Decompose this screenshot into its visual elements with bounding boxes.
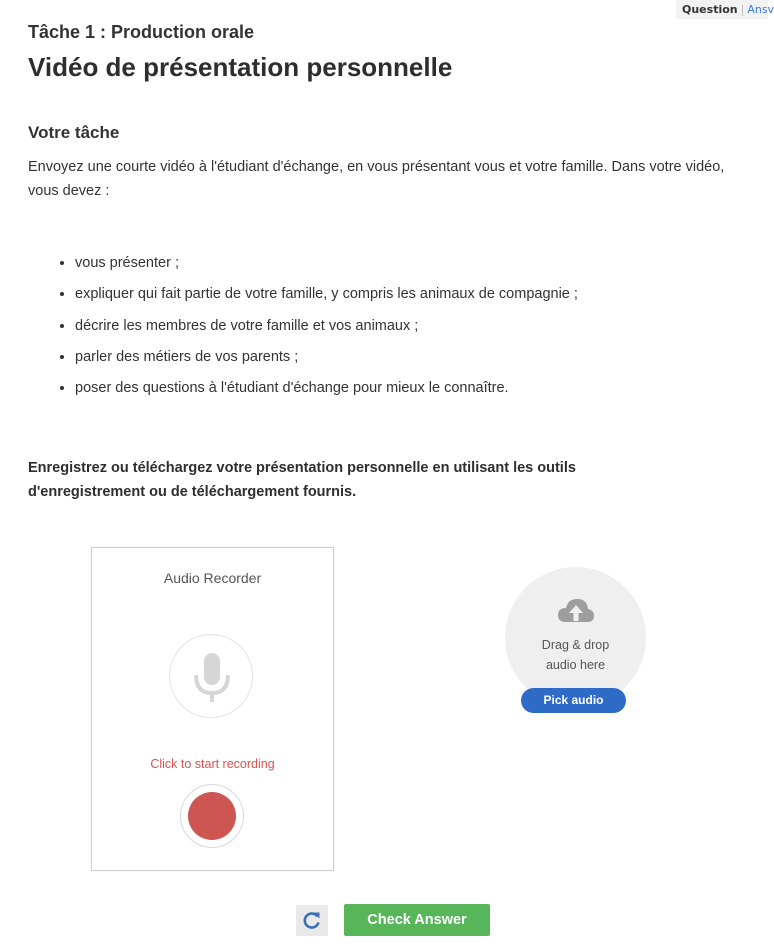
list-item: • expliquer qui fait partie de votre famille, y compris les animaux de compagnie ; — [75, 284, 578, 315]
task-label: Tâche 1 : Production orale — [28, 22, 255, 42]
task-intro: Envoyez une courte vidéo à l'étudiant d'échange, en vous présentant vous et votre famille. Dans votre vidéo, vous devez : — [28, 159, 725, 199]
check-answer-button[interactable]: Check Answer — [344, 904, 490, 936]
reset-button[interactable] — [296, 905, 328, 936]
record-dot-icon — [188, 792, 236, 840]
dropzone-line-1: Drag & drop — [541, 638, 610, 652]
list-item: • vous présenter ; — [75, 253, 578, 284]
refresh-icon — [303, 911, 321, 930]
pick-audio-button[interactable]: Pick audio — [521, 688, 626, 713]
list-item: • parler des métiers de vos parents ; — [75, 347, 578, 378]
list-item: • décrire les membres de votre famille et vos animaux ; — [75, 316, 578, 347]
dropzone-line-2: audio here — [545, 658, 606, 672]
tab-separator: | — [740, 3, 745, 16]
cloud-upload-icon — [556, 596, 596, 626]
audio-dropzone[interactable] — [505, 567, 646, 708]
recording-status: Click to start recording — [150, 757, 275, 771]
dropzone-text — [505, 635, 646, 675]
task-bullet-list — [60, 253, 578, 409]
task-heading: Votre tâche — [28, 123, 120, 142]
record-button[interactable] — [180, 784, 244, 848]
list-item: • poser des questions à l'étudiant d'échange pour mieux le connaître. — [75, 378, 578, 409]
tab-question[interactable]: Question — [682, 3, 738, 16]
page-title: Vidéo de présentation personnelle — [28, 52, 453, 82]
tab-answer[interactable]: Ansv — [747, 3, 774, 16]
audio-recorder-panel — [91, 547, 334, 871]
view-tabs — [676, 0, 774, 19]
microphone-icon — [169, 634, 253, 718]
task-instruction: Enregistrez ou téléchargez votre présentation personnelle en utilisant les outils d'enregistrement ou de téléchargement fournis. — [28, 460, 576, 500]
recorder-title: Audio Recorder — [163, 570, 262, 586]
